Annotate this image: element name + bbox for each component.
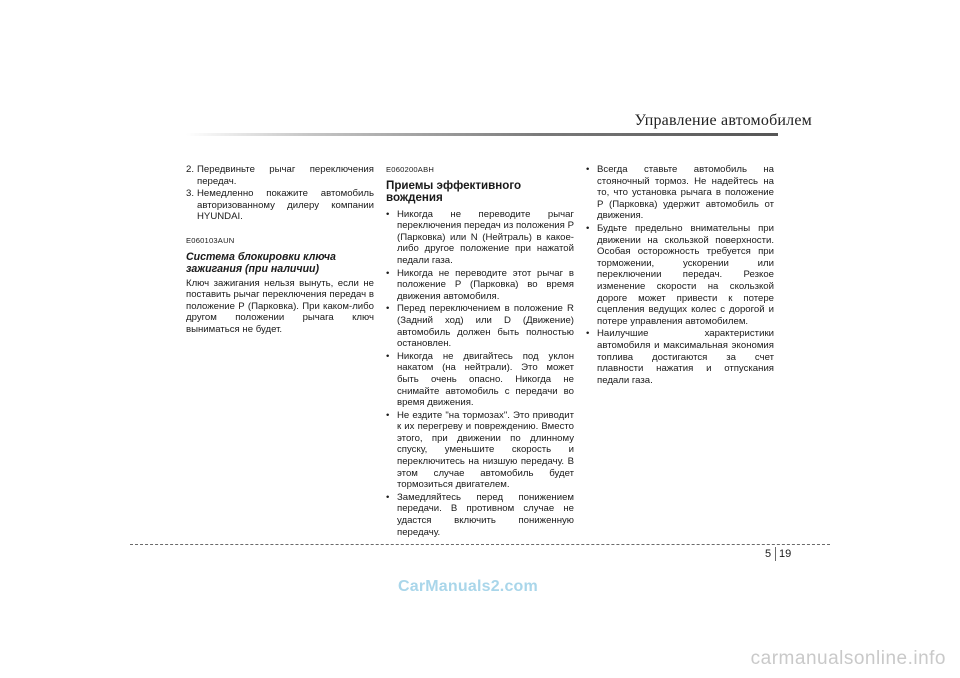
section-title: Приемы эффективного вождения: [386, 178, 522, 205]
bullet-text: Всегда ставьте автомобиль на стояночный тормоз. Не надейтесь на то, что установка рычага в положение Р (Парковка) удержит автомобиль от движения.: [597, 164, 774, 222]
bullet-text: Наилучшие характеристики автомобиля и максимальная экономия топлива достигаются за счет плавности нажатия и отпускания педали газа.: [597, 328, 774, 386]
bullet-item: [586, 164, 774, 222]
bullet-icon: •: [586, 222, 590, 234]
bullet-icon: •: [386, 491, 390, 503]
page-number: 19: [779, 548, 792, 560]
numbered-item: [186, 188, 374, 223]
footer-rule: [130, 544, 830, 545]
bullet-item: [386, 410, 574, 491]
site-watermark: carmanualsonline.info: [750, 648, 946, 669]
section-code: E060103AUN: [186, 235, 235, 245]
bullet-icon: •: [586, 164, 590, 175]
numbered-item: [186, 164, 374, 187]
bullet-text: Никогда не переводите рычаг переключения передач из положения Р (Парковка) или N (Нейтраль) в какое-либо другое положение при нажатой педали газа.: [397, 208, 574, 266]
section-number: 5: [765, 548, 772, 560]
section-code: E060200ABH: [386, 165, 435, 174]
page-number-divider: [775, 547, 776, 561]
column-1: [186, 164, 374, 336]
bullet-icon: •: [386, 267, 390, 279]
bullet-text: Никогда не переводите этот рычаг в положение Р (Парковка) во время движения автомобиля.: [397, 267, 574, 302]
item-text: Передвиньте рычаг переключения передач.: [197, 164, 374, 187]
bullet-text: Замедляйтесь перед понижением передачи. В противном случае не удастся включить пониженную передачу.: [397, 491, 574, 538]
bullet-text: Будьте предельно внимательны при движении на скользкой поверхности. Особая осторожность требуется при торможении, ускорении или переключении передач. Резкое изменение скорости на скользкой дороге может привести к потере сцепления ведущих колес с дорогой и потере управления автомобилем.: [597, 222, 774, 327]
item-number: 2.: [186, 164, 195, 175]
header-rule: [186, 133, 778, 136]
bullet-item: [386, 492, 574, 538]
bullet-item: [386, 351, 574, 409]
item-text: Немедленно покажите автомобиль авторизованному дилеру компании HYUNDAI.: [197, 188, 374, 223]
bullet-item: [586, 223, 774, 327]
carmanuals-logo[interactable]: CarManuals2.com: [398, 578, 538, 595]
column-2: [386, 164, 574, 539]
bullet-icon: •: [386, 350, 390, 362]
section-paragraph: Ключ зажигания нельзя вынуть, если не поставить рычаг переключения передач в положение Р (Парковка). При каком-либо другом положении рычага ключ выниматься не будет.: [186, 277, 374, 335]
column-3: [586, 164, 774, 387]
bullet-item: [386, 268, 574, 303]
bullet-text: Никогда не двигайтесь под уклон накатом (на нейтрали). Это может быть очень опасно. Никогда не снимайте автомобиль с передачи во время движения.: [397, 350, 574, 409]
bullet-icon: •: [386, 208, 390, 220]
bullet-icon: •: [386, 409, 390, 421]
bullet-item: [386, 303, 574, 349]
bullet-icon: •: [386, 303, 390, 315]
section-title: Система блокировки ключа зажигания (при наличии): [186, 250, 336, 275]
bullet-item: [586, 328, 774, 386]
bullet-text: Перед переключением в положение R (Задний ход) или D (Движение) автомобиль должен быть полностью остановлен.: [397, 303, 574, 350]
bullet-text: Не ездите "на тормозах". Это приводит к их перегреву и повреждению. Вместо этого, при движении по длинному спуску, уменьшите скорость и переключитесь на низшую передачу. В этом случае автомобиль будет тормозиться двигателем.: [397, 409, 574, 491]
bullet-item: [386, 209, 574, 267]
bullet-icon: •: [586, 328, 590, 340]
page-header-title: Управление автомобилем: [634, 112, 812, 129]
item-number: 3.: [186, 188, 195, 200]
